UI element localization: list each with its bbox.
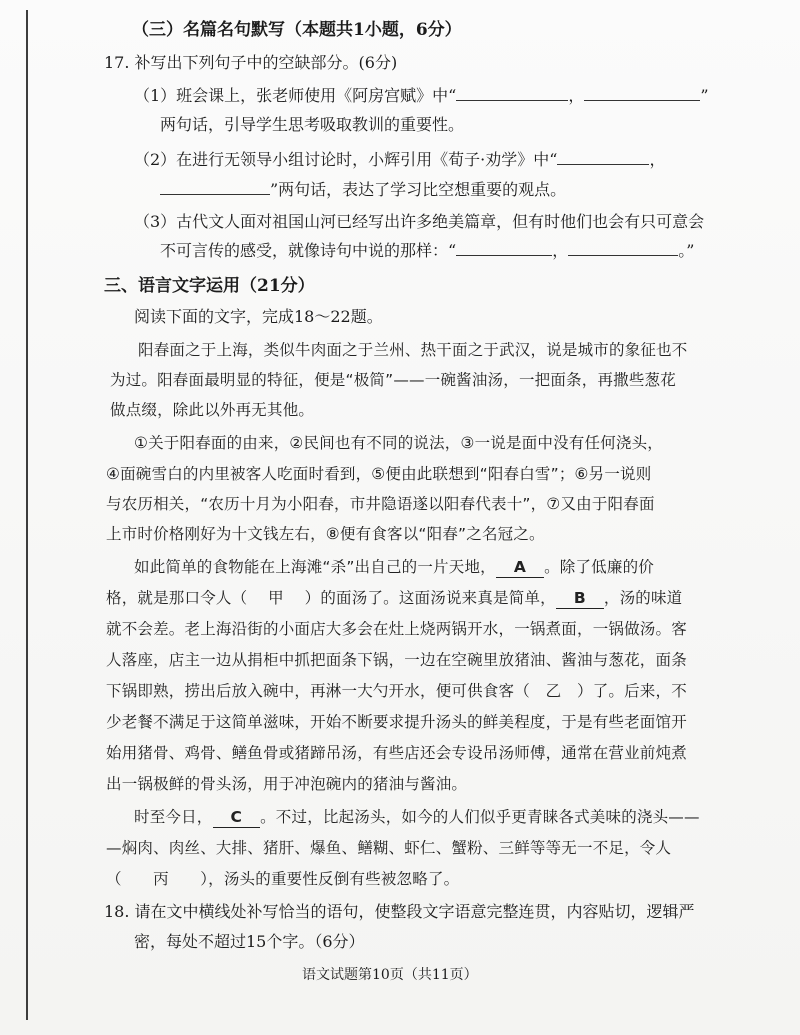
blank-b: B — [556, 588, 604, 609]
answer-blank — [568, 241, 678, 256]
q18-line1: 18. 请在文中横线处补写恰当的语句，使整段文字语意完整连贯，内容贴切，逻辑严 — [104, 902, 695, 921]
q17-part1 — [134, 86, 709, 106]
q18-line2: 密，每处不超过15个字。（6分） — [134, 932, 365, 951]
q17-part3-line2 — [160, 241, 694, 261]
q17-p1-close: ” — [700, 86, 709, 105]
q17-stem: 17. 补写出下列句子中的空缺部分。(6分) — [104, 53, 398, 72]
q17-part1-line2: 两句话，引导学生思考吸取教训的重要性。 — [160, 115, 465, 134]
answer-blank — [557, 150, 649, 165]
q17-p2-text: （2）在进行无领导小组讨论时，小辉引用《荀子·劝学》中“ — [134, 150, 558, 169]
part-3-heading: 三、语言文字运用（21分） — [104, 276, 315, 296]
passage-line: 做点缀，除此以外再无其他。 — [110, 401, 315, 419]
q17-p2-comma: ， — [649, 150, 666, 169]
answer-blank — [160, 180, 270, 195]
blank-c: C — [213, 807, 261, 828]
blank-a: A — [496, 557, 544, 578]
answer-blank — [456, 86, 568, 101]
section-3-heading: （三）名篇名句默写（本题共1小题，6分） — [132, 20, 462, 40]
q17-p3-text: 不可言传的感受，就像诗句中说的那样：“ — [160, 241, 457, 260]
passage-line: ①关于阳春面的由来，②民间也有不同的说法，③一说是面中没有任何浇头， — [134, 434, 663, 452]
q17-part3: （3）古代文人面对祖国山河已经写出许多绝美篇章，但有时他们也会有只可意会 — [134, 212, 705, 231]
passage-line: 上市时价格刚好为十文钱左右，⑧便有食客以“阳春”之名冠之。 — [106, 525, 545, 543]
passage-text: 。不过，比起汤头，如今的人们似乎更青睐各式美味的浇头—— — [260, 808, 700, 826]
passage-line — [106, 588, 682, 609]
page-footer: 语文试题第10页（共11页） — [302, 967, 478, 983]
passage-line: 为过。阳春面最明显的特征，便是“极简”——一碗酱油汤，一把面条，再撒些葱花 — [110, 371, 676, 389]
q17-part2-line2 — [160, 180, 566, 200]
passage-line: —焖肉、肉丝、大排、猪肝、爆鱼、鳝糊、虾仁、蟹粉、三鲜等等无一不足，令人 — [106, 839, 672, 857]
part-3-intro: 阅读下面的文字，完成18～22题。 — [134, 307, 383, 326]
answer-blank — [584, 86, 700, 101]
passage-line: 与农历相关，“农历十月为小阳春，市井隐语遂以阳春代表十”，⑦又由于阳春面 — [106, 495, 655, 513]
q17-p2-text2: ”两句话，表达了学习比空想重要的观点。 — [270, 180, 567, 199]
answer-blank — [456, 241, 552, 256]
q17-p1-comma: ， — [568, 86, 585, 105]
passage-line: 下锅即熟，捞出后放入碗中，再淋一大勺开水，便可供食客（ 乙 ）了。后来，不 — [106, 682, 687, 700]
q17-p1-text: （1）班会课上，张老师使用《阿房宫赋》中“ — [134, 86, 457, 105]
q17-part2 — [134, 150, 665, 170]
passage-line: （ 丙 ），汤头的重要性反倒有些被忽略了。 — [106, 870, 460, 888]
passage-text: 。除了低廉的价 — [544, 558, 654, 576]
page-edge-line — [26, 10, 28, 1020]
passage-line: 始用猪骨、鸡骨、鳝鱼骨或猪蹄吊汤，有些店还会专设吊汤师傅，通常在营业前炖煮 — [106, 744, 687, 762]
q17-p3-close: 。” — [678, 241, 695, 260]
passage-text: 格，就是那口令人（ 甲 ）的面汤了。这面汤说来真是简单， — [106, 589, 556, 607]
passage-text: ，汤的味道 — [603, 589, 683, 607]
passage-line: 阳春面之于上海，类似牛肉面之于兰州、热干面之于武汉，说是城市的象征也不 — [138, 341, 688, 359]
passage-line: 出一锅极鲜的骨头汤，用于冲泡碗内的猪油与酱油。 — [106, 775, 468, 793]
passage-line: ④面碗雪白的内里被客人吃面时看到，⑤便由此联想到“阳春白雪”；⑥另一说则 — [106, 465, 652, 483]
passage-line: 少老餐不满足于这简单滋味，开始不断要求提升汤头的鲜美程度，于是有些老面馆开 — [106, 713, 687, 731]
passage-line — [134, 557, 654, 578]
passage-line: 就不会差。老上海沿街的小面店大多会在灶上烧两锅开水，一锅煮面，一锅做汤。客 — [106, 620, 687, 638]
passage-line: 人落座，店主一边从捐柜中抓把面条下锅，一边在空碗里放猪油、酱油与葱花，面条 — [106, 651, 687, 669]
passage-line — [134, 807, 700, 828]
passage-text: 时至今日， — [134, 808, 213, 826]
passage-text: 如此简单的食物能在上海滩“杀”出自己的一片天地， — [134, 558, 496, 576]
q17-p3-comma: ， — [552, 241, 569, 260]
